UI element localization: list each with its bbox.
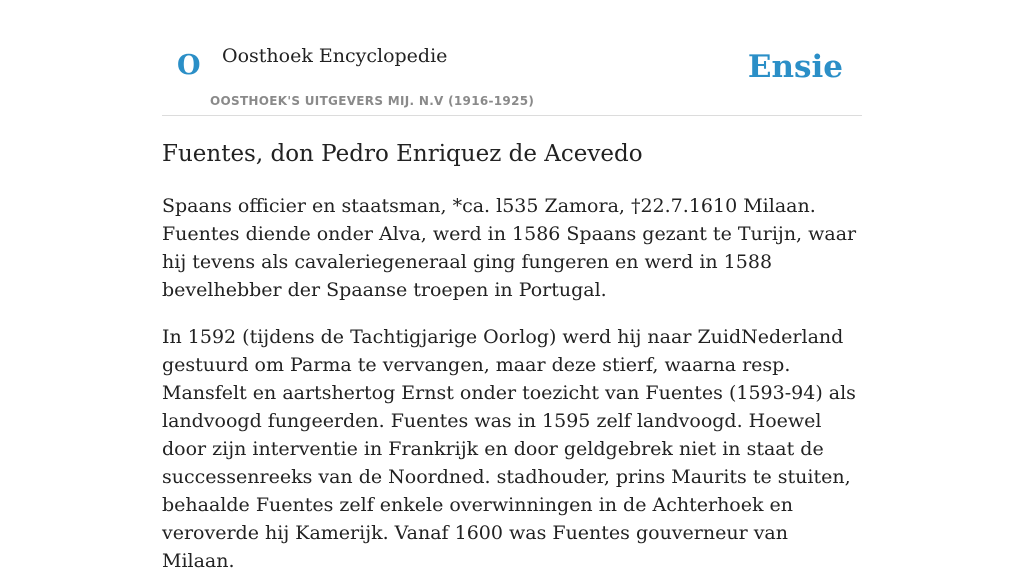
brand-logo[interactable]: Ensie	[747, 49, 843, 85]
logo-letter[interactable]: O	[177, 50, 201, 81]
article	[162, 136, 862, 575]
site-title[interactable]: Oosthoek Encyclopedie	[222, 45, 448, 67]
article-paragraph: Spaans officier en staatsman, *ca. l535 Zamora, †22.7.1610 Milaan. Fuentes diende onder Alva, werd in 1586 Spaans gezant te Turijn, waar hij tevens als cavaleriegeneraal ging fungeren en werd in 1588 bevelhebber der Spaanse troepen in Portugal.	[162, 195, 857, 301]
site-header	[162, 0, 862, 116]
publisher-subtitle: OOSTHOEK'S UITGEVERS MIJ. N.V (1916-1925)	[210, 94, 535, 108]
article-title: Fuentes, don Pedro Enriquez de Acevedo	[162, 141, 643, 167]
article-paragraph: In 1592 (tijdens de Tachtigjarige Oorlog) werd hij naar ZuidNederland gestuurd om Parma te vervangen, maar deze stierf, waarna resp. Mansfelt en aartshertog Ernst onder toezicht van Fuentes (1593-94) als landvoogd fungeerden. Fuentes was in 1595 zelf landvoogd. Hoewel door zijn interventie in Frankrijk en door geldgebrek niet in staat de successenreeks van de Noordned. stadhouder, prins Maurits te stuiten, behaalde Fuentes zelf enkele overwinningen in de Achterhoek en veroverde hij Kamerijk. Vanaf 1600 was Fuentes gouverneur van Milaan.	[162, 326, 856, 572]
